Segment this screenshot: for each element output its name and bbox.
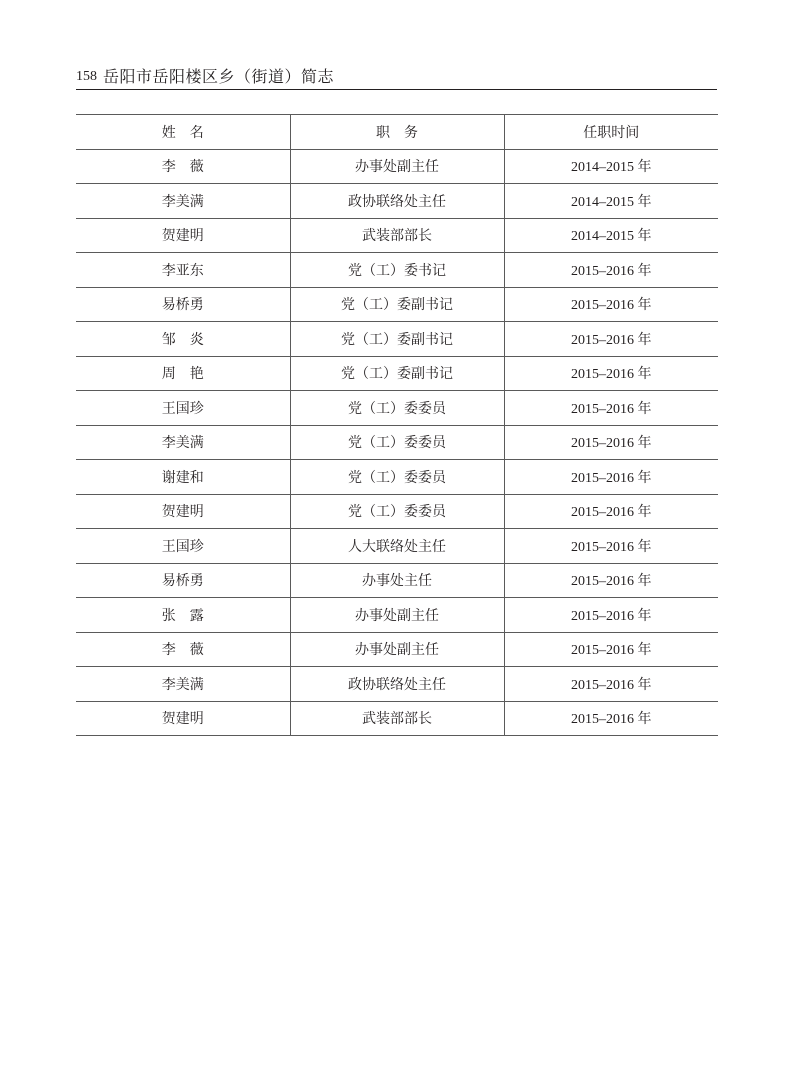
table-row <box>76 322 718 357</box>
cell-position: 党（工）委副书记 <box>290 322 504 357</box>
officials-table <box>76 114 718 736</box>
cell-name: 李美满 <box>76 184 290 219</box>
cell-term: 2015–2016 年 <box>504 391 718 426</box>
cell-term: 2015–2016 年 <box>504 425 718 460</box>
cell-position: 党（工）委委员 <box>290 391 504 426</box>
table-row <box>76 391 718 426</box>
cell-term: 2015–2016 年 <box>504 322 718 357</box>
cell-term: 2015–2016 年 <box>504 632 718 667</box>
table-row <box>76 356 718 391</box>
table-header-row <box>76 115 718 150</box>
page-number: 158 <box>76 69 97 84</box>
cell-position: 办事处副主任 <box>290 598 504 633</box>
cell-term: 2015–2016 年 <box>504 563 718 598</box>
table-row <box>76 253 718 288</box>
cell-name: 易桥勇 <box>76 287 290 322</box>
cell-position: 人大联络处主任 <box>290 529 504 564</box>
table-row <box>76 218 718 253</box>
table-row <box>76 529 718 564</box>
table-row <box>76 287 718 322</box>
cell-position: 党（工）委委员 <box>290 460 504 495</box>
table-row <box>76 494 718 529</box>
table-row <box>76 598 718 633</box>
column-header-name: 姓 名 <box>76 115 290 150</box>
cell-term: 2014–2015 年 <box>504 218 718 253</box>
cell-name: 李亚东 <box>76 253 290 288</box>
cell-name: 王国珍 <box>76 391 290 426</box>
table-row <box>76 460 718 495</box>
cell-name: 谢建和 <box>76 460 290 495</box>
table-row <box>76 563 718 598</box>
cell-term: 2014–2015 年 <box>504 184 718 219</box>
cell-position: 党（工）委书记 <box>290 253 504 288</box>
cell-position: 武装部部长 <box>290 701 504 736</box>
cell-term: 2014–2015 年 <box>504 149 718 184</box>
cell-position: 办事处副主任 <box>290 632 504 667</box>
column-header-position: 职 务 <box>290 115 504 150</box>
cell-position: 办事处主任 <box>290 563 504 598</box>
cell-name: 张 露 <box>76 598 290 633</box>
cell-position: 政协联络处主任 <box>290 667 504 702</box>
cell-name: 李 薇 <box>76 632 290 667</box>
table-row <box>76 701 718 736</box>
cell-name: 李美满 <box>76 425 290 460</box>
cell-term: 2015–2016 年 <box>504 253 718 288</box>
cell-term: 2015–2016 年 <box>504 494 718 529</box>
cell-term: 2015–2016 年 <box>504 356 718 391</box>
page-header <box>76 62 717 90</box>
cell-term: 2015–2016 年 <box>504 701 718 736</box>
cell-name: 邹 炎 <box>76 322 290 357</box>
cell-position: 武装部部长 <box>290 218 504 253</box>
table-row <box>76 632 718 667</box>
cell-name: 贺建明 <box>76 701 290 736</box>
column-header-term: 任职时间 <box>504 115 718 150</box>
table-row <box>76 149 718 184</box>
cell-position: 党（工）委副书记 <box>290 356 504 391</box>
cell-name: 贺建明 <box>76 218 290 253</box>
cell-term: 2015–2016 年 <box>504 598 718 633</box>
cell-name: 周 艳 <box>76 356 290 391</box>
cell-term: 2015–2016 年 <box>504 667 718 702</box>
cell-position: 党（工）委副书记 <box>290 287 504 322</box>
book-title: 岳阳市岳阳楼区乡（街道）简志 <box>103 67 335 86</box>
cell-name: 贺建明 <box>76 494 290 529</box>
cell-position: 党（工）委委员 <box>290 494 504 529</box>
cell-position: 办事处副主任 <box>290 149 504 184</box>
cell-position: 党（工）委委员 <box>290 425 504 460</box>
table-row <box>76 667 718 702</box>
cell-name: 易桥勇 <box>76 563 290 598</box>
cell-term: 2015–2016 年 <box>504 460 718 495</box>
cell-term: 2015–2016 年 <box>504 287 718 322</box>
table-body <box>76 149 718 736</box>
cell-position: 政协联络处主任 <box>290 184 504 219</box>
table-row <box>76 425 718 460</box>
cell-name: 李 薇 <box>76 149 290 184</box>
cell-term: 2015–2016 年 <box>504 529 718 564</box>
cell-name: 李美满 <box>76 667 290 702</box>
table-row <box>76 184 718 219</box>
cell-name: 王国珍 <box>76 529 290 564</box>
